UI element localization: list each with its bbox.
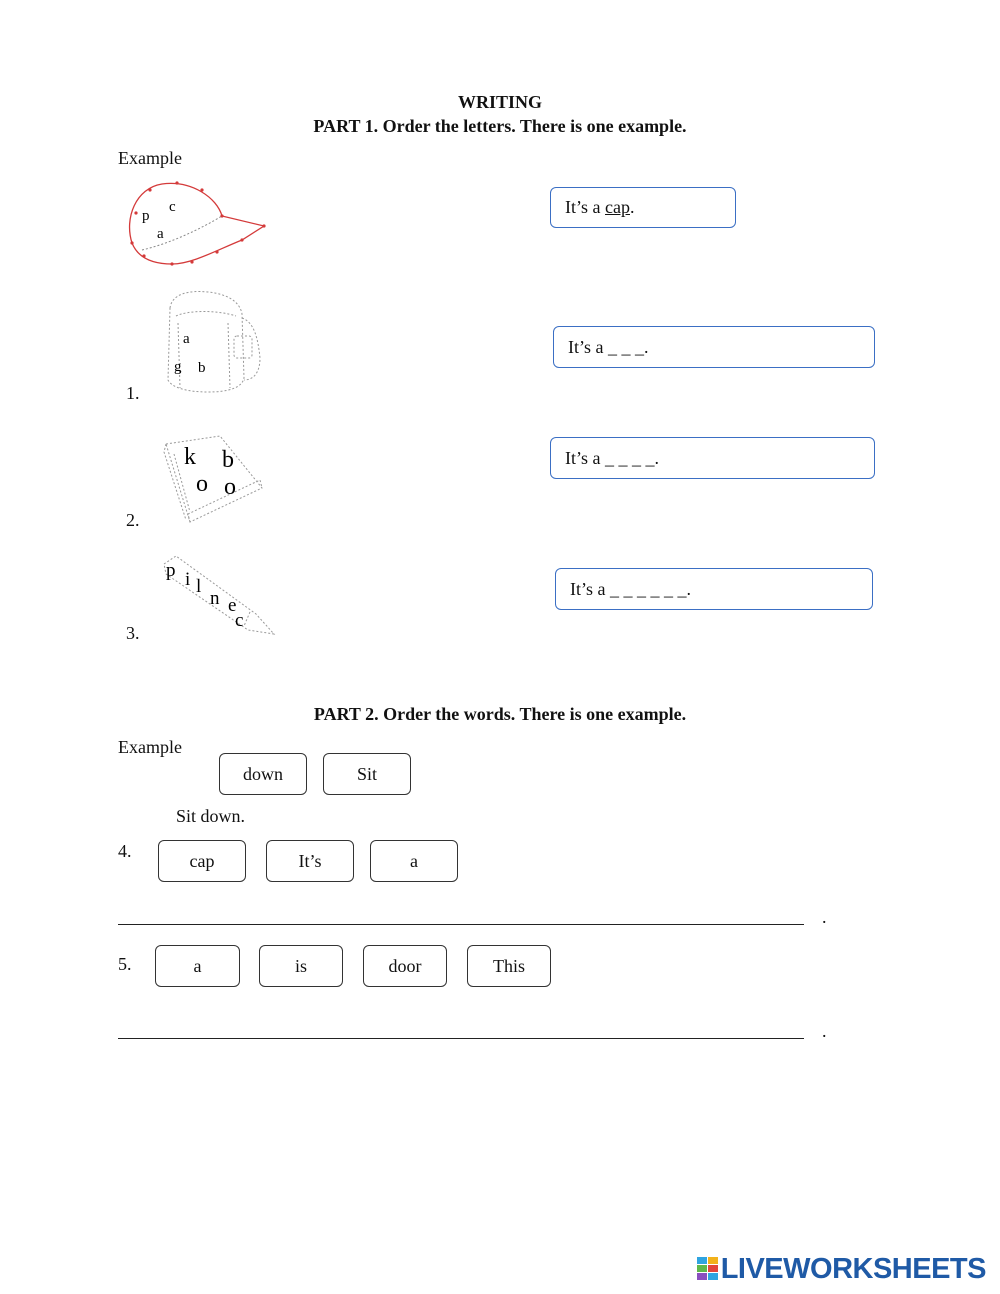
part2-heading: PART 2. Order the words. There is one example. [313, 704, 687, 724]
example-prefix: It’s a [565, 197, 605, 217]
brand-logo [697, 1252, 986, 1286]
item-number: 3. [126, 623, 140, 643]
cap-picture [122, 178, 272, 270]
book-letter: k [184, 444, 196, 470]
bag-letter: g [174, 359, 182, 375]
cap-letter: a [157, 226, 164, 242]
item-number: 4. [118, 841, 132, 861]
pencil-letter: i [185, 569, 191, 590]
brand-icon [697, 1256, 719, 1282]
word-box[interactable]: This [467, 945, 551, 987]
item-number: 1. [126, 383, 140, 403]
book-picture [160, 432, 275, 528]
cap-letter: c [169, 199, 176, 215]
brand-name: LIVEWORKSHEETS [720, 1252, 986, 1285]
part2-example-label: Example [118, 737, 182, 757]
book-letter: b [222, 447, 234, 473]
bag-picture [158, 288, 273, 398]
pencil-letter: n [210, 588, 220, 609]
example-answer-box [550, 187, 736, 228]
pencil-letter: p [166, 560, 176, 581]
item-number: 5. [118, 954, 132, 974]
item-number: 2. [126, 510, 140, 530]
page-title: WRITING [457, 92, 542, 112]
answer-line[interactable] [118, 924, 804, 925]
part1-heading: PART 1. Order the letters. There is one example. [313, 116, 687, 136]
part1-example-label: Example [118, 148, 182, 168]
answer-period: . [822, 1021, 827, 1041]
item2-answer-box[interactable] [550, 437, 875, 479]
word-box: Sit [323, 753, 411, 795]
item3-answer-box[interactable] [555, 568, 873, 610]
pencil-picture [160, 554, 278, 640]
word-box[interactable]: a [370, 840, 458, 882]
answer-line[interactable] [118, 1038, 804, 1039]
example-suffix: . [629, 197, 635, 217]
book-letter: o [224, 474, 236, 500]
cap-letter: p [142, 208, 150, 224]
item3-sentence: It’s a _ _ _ _ _ _. [570, 578, 691, 599]
pencil-letter: e [228, 595, 237, 616]
bag-letter: a [183, 331, 190, 347]
word-box[interactable]: door [363, 945, 447, 987]
book-letter: o [196, 471, 208, 497]
pencil-letter: l [196, 576, 202, 597]
item1-sentence: It’s a _ _ _. [568, 336, 649, 357]
word-box[interactable]: is [259, 945, 343, 987]
word-box[interactable]: It’s [266, 840, 354, 882]
answer-period: . [822, 907, 827, 927]
item2-sentence: It’s a _ _ _ _. [565, 447, 659, 468]
pencil-letter: c [235, 610, 244, 631]
bag-letter: b [198, 360, 206, 376]
example-answer: cap [605, 197, 630, 217]
word-box: down [219, 753, 307, 795]
word-box[interactable]: cap [158, 840, 246, 882]
item1-answer-box[interactable] [553, 326, 875, 368]
word-box[interactable]: a [155, 945, 240, 987]
example-answer-sentence: Sit down. [176, 806, 246, 826]
